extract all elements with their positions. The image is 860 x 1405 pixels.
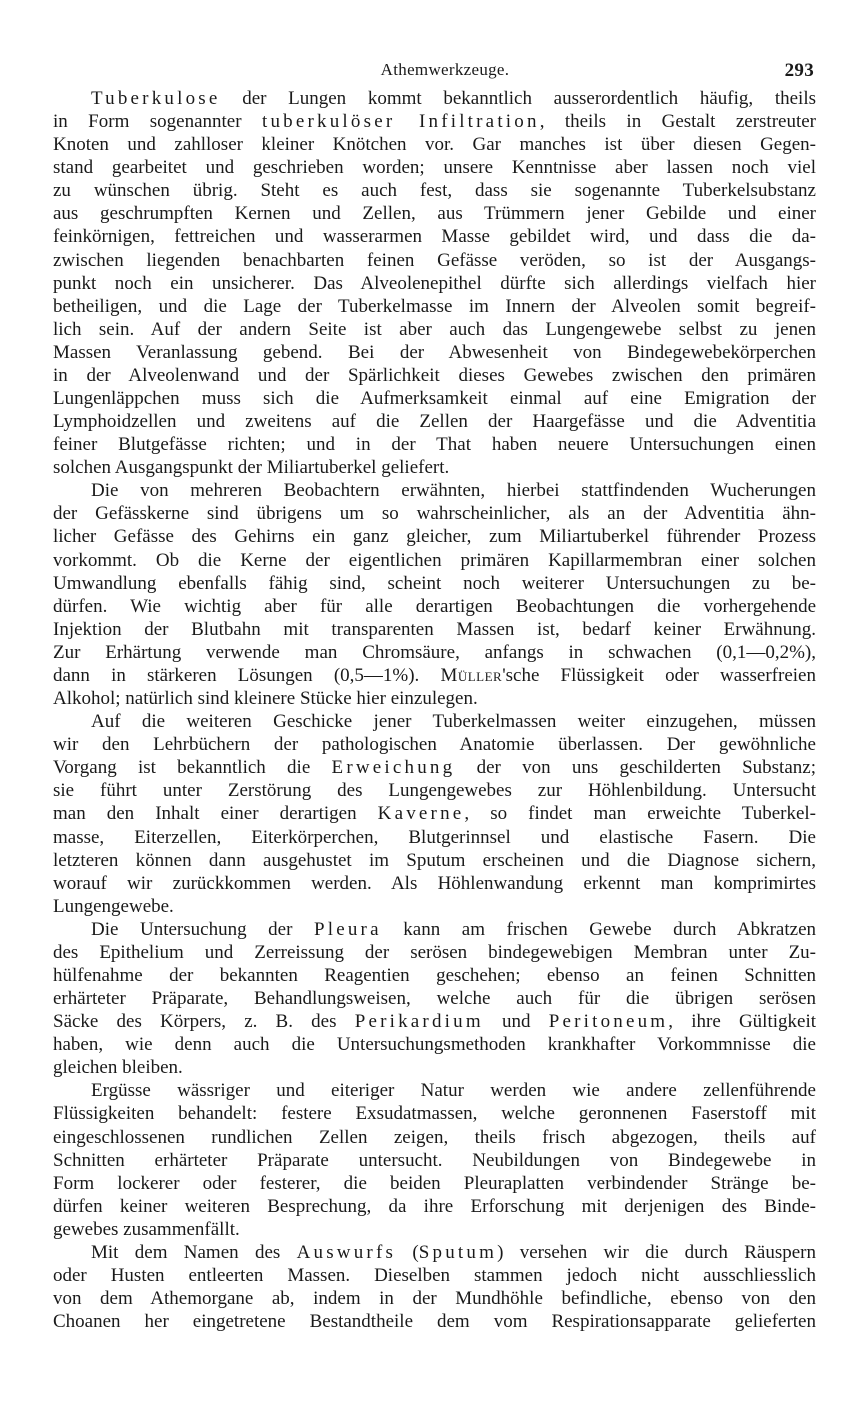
- text-line: [53, 802, 816, 825]
- text-run: dürfen keiner weiteren Besprechung, da ihre Erforschung mit derjenigen des Binde-: [53, 1195, 816, 1217]
- text-run: gewebes zusammenfällt.: [53, 1218, 240, 1240]
- text-run: feinkörnigen, fettreichen und wasserarmen Masse gebildet wird, und dass die da-: [53, 226, 816, 248]
- body-text: [53, 87, 816, 1333]
- text-run: stand gearbeitet und geschrieben worden; unsere Kenntnisse aber lassen noch viel: [53, 157, 816, 179]
- text-run: Lungenläppchen muss sich die Aufmerksamkeit einmal auf eine Emigration der: [53, 388, 816, 410]
- emphasized-term: Kaverne: [377, 803, 465, 825]
- text-run: (: [396, 1241, 419, 1263]
- emphasized-term: Peritoneum: [548, 1011, 669, 1033]
- text-line: [53, 1033, 816, 1056]
- text-line: [53, 1195, 816, 1218]
- text-line: [53, 433, 816, 456]
- text-line: [53, 156, 816, 179]
- text-run: masse, Eiterzellen, Eiterkörperchen, Blutgerinnsel und elastische Fasern. Die: [53, 826, 816, 848]
- author-name: Müller: [440, 664, 503, 686]
- text-line: [53, 779, 816, 802]
- text-line: [53, 202, 816, 225]
- text-line: [53, 179, 816, 202]
- text-run: Injektion der Blutbahn mit transparenten Massen ist, bedarf keiner Erwähnung.: [53, 618, 816, 640]
- text-line: [53, 641, 816, 664]
- text-line: [53, 872, 816, 895]
- text-line: [53, 895, 816, 918]
- text-run: und: [483, 1011, 549, 1033]
- emphasized-term: Sputum: [418, 1241, 498, 1263]
- text-line: [53, 1102, 816, 1125]
- text-run: zu wünschen übrig. Steht es auch fest, dass sie sogenannte Tuberkelsubstanz: [53, 180, 816, 202]
- text-run: haben, wie denn auch die Untersuchungsmethoden krankhafter Vorkommnisse die: [53, 1034, 816, 1056]
- text-line: [53, 1126, 816, 1149]
- text-line: [53, 225, 816, 248]
- text-run: der von uns geschilderten Substanz;: [455, 757, 816, 779]
- text-line: [53, 1056, 816, 1079]
- text-run: ) versehen wir die durch Räuspern: [497, 1241, 817, 1263]
- text-run: letzteren können dann ausgehustet im Sputum erscheinen und die Diagnose sichern,: [53, 849, 816, 871]
- text-run: Die Untersuchung der: [91, 918, 314, 940]
- emphasized-term: Erweichung: [331, 757, 456, 779]
- text-run: gleichen bleiben.: [53, 1057, 183, 1079]
- text-run: , ihre Gültigkeit: [668, 1011, 816, 1033]
- emphasized-term: Tuberkulose: [91, 88, 221, 109]
- text-run: , so findet man erweichte Tuberkel-: [464, 803, 817, 825]
- text-line: [53, 525, 816, 548]
- emphasized-term: Pleura: [313, 918, 382, 940]
- text-run: licher Gefässe des Gehirns ein ganz gleicher, zum Miliartuberkel führender Prozess: [53, 526, 816, 548]
- text-line: [53, 364, 816, 387]
- text-run: dann in stärkeren Lösungen (0,5—1%).: [53, 664, 441, 686]
- text-run: worauf wir zurückkommen werden. Als Höhlenwandung erkennt man komprimirtes: [53, 872, 816, 894]
- page-number: 293: [784, 60, 814, 81]
- text-line: [53, 318, 816, 341]
- text-line: [53, 387, 816, 410]
- text-line: [53, 618, 816, 641]
- text-run: man den Inhalt einer derartigen: [53, 803, 378, 825]
- text-run: , theils in Gestalt zerstreuter: [539, 111, 816, 133]
- text-run: in Form sogenannter: [53, 111, 262, 133]
- text-run: Mit dem Namen des: [91, 1241, 297, 1263]
- text-run: 'sche Flüssigkeit oder wasserfreien: [502, 664, 816, 686]
- text-run: Die von mehreren Beobachtern erwähnten, hierbei stattfindenden Wucherungen: [91, 480, 816, 502]
- text-line: [53, 1241, 816, 1264]
- text-line: [53, 1149, 816, 1172]
- text-line: [53, 502, 816, 525]
- text-run: Zur Erhärtung verwende man Chromsäure, anfangs in schwachen (0,1—0,2%),: [53, 641, 816, 663]
- running-head: Athemwerkzeuge.: [380, 60, 510, 79]
- text-run: Lymphoidzellen und zweitens auf die Zellen der Haargefässe und die Adventitia: [53, 411, 816, 433]
- text-run: betheiligen, und die Lage der Tuberkelmasse im Innern der Alveolen somit begreif-: [53, 295, 816, 317]
- text-run: Vorgang ist bekanntlich die: [53, 757, 332, 779]
- emphasized-term: Auswurfs: [296, 1241, 397, 1263]
- text-run: vorkommt. Ob die Kerne der eigentlichen primären Kapillarmembran einer solchen: [53, 549, 816, 571]
- text-run: von dem Athemorgane ab, indem in der Mundhöhle befindliche, ebenso von den: [53, 1288, 816, 1310]
- text-run: Ergüsse wässriger und eiteriger Natur werden wie andere zellenführende: [91, 1080, 816, 1102]
- text-line: [53, 849, 816, 872]
- text-line: [53, 964, 816, 987]
- text-line: [53, 572, 816, 595]
- text-line: [53, 987, 816, 1010]
- text-line: [53, 826, 816, 849]
- text-line: [53, 595, 816, 618]
- text-line: [53, 456, 816, 479]
- text-line: [53, 756, 816, 779]
- text-line: [53, 918, 816, 941]
- text-run: erhärteter Präparate, Behandlungsweisen, welche auch für die übrigen serösen: [53, 988, 816, 1010]
- text-run: punkt noch ein unsicherer. Das Alveolenepithel dürfte sich allerdings vielfach hier: [53, 272, 816, 294]
- text-line: [53, 479, 816, 502]
- text-run: der Gefässkerne sind übrigens um so wahrscheinlicher, als an der Adventitia ähn-: [53, 503, 816, 525]
- text-run: solchen Ausgangspunkt der Miliartuberkel geliefert.: [53, 457, 450, 479]
- text-run: Alkohol; natürlich sind kleinere Stücke hier einzulegen.: [53, 688, 478, 710]
- text-line: [53, 110, 816, 133]
- text-run: Massen Veranlassung gebend. Bei der Abwesenheit von Bindegewebekörperchen: [53, 341, 816, 363]
- text-line: [53, 1310, 816, 1333]
- emphasized-term: Perikardium: [354, 1011, 484, 1033]
- text-run: Säcke des Körpers, z. B. des: [53, 1011, 355, 1033]
- text-run: Lungengewebe.: [53, 895, 174, 917]
- text-line: [53, 687, 816, 710]
- text-run: in der Alveolenwand und der Spärlichkeit dieses Gewebes zwischen den primären: [53, 364, 816, 386]
- text-run: hülfenahme der bekannten Reagentien geschehen; ebenso an feinen Schnitten: [53, 964, 816, 986]
- text-line: [53, 1287, 816, 1310]
- text-run: Form lockerer oder festerer, die beiden Pleuraplatten verbindender Stränge be-: [53, 1172, 816, 1194]
- text-line: [53, 941, 816, 964]
- text-line: [53, 1079, 816, 1102]
- text-line: [53, 733, 816, 756]
- text-run: aus geschrumpften Kernen und Zellen, aus Trümmern jener Gebilde und einer: [53, 203, 816, 225]
- text-run: Choanen her eingetretene Bestandtheile dem vom Respirationsapparate gelieferten: [53, 1311, 816, 1333]
- text-line: [53, 710, 816, 733]
- text-run: Flüssigkeiten behandelt: festere Exsudatmassen, welche geronnenen Faserstoff mit: [53, 1103, 816, 1125]
- text-run: kann am frischen Gewebe durch Abkratzen: [381, 918, 817, 940]
- emphasized-term: tuberkulöser Infiltration: [261, 111, 540, 133]
- text-line: [53, 410, 816, 433]
- text-run: Auf die weiteren Geschicke jener Tuberkelmassen weiter einzugehen, müssen: [91, 711, 816, 733]
- text-line: [53, 1264, 816, 1287]
- text-run: der Lungen kommt bekanntlich ausserordentlich häufig, theils: [220, 88, 816, 109]
- text-run: lich sein. Auf der andern Seite ist aber auch das Lungengewebe selbst zu jenen: [53, 318, 816, 340]
- text-line: [53, 272, 816, 295]
- text-run: Knoten und zahlloser kleiner Knötchen vor. Gar manches ist über diesen Gegen-: [53, 134, 816, 156]
- text-line: [53, 1172, 816, 1195]
- text-run: eingeschlossenen rundlichen Zellen zeigen, theils frisch abgezogen, theils auf: [53, 1126, 816, 1148]
- text-run: sie führt unter Zerstörung des Lungengewebes zur Höhlenbildung. Untersucht: [53, 780, 816, 802]
- text-run: feiner Blutgefässe richten; und in der That haben neuere Untersuchungen einen: [53, 434, 816, 456]
- text-run: Umwandlung ebenfalls fähig sind, scheint noch weiterer Untersuchungen zu be-: [53, 572, 816, 594]
- text-line: [53, 1218, 816, 1241]
- text-line: [53, 133, 816, 156]
- text-run: Schnitten erhärteter Präparate untersucht. Neubildungen von Bindegewebe in: [53, 1149, 816, 1171]
- text-run: dürfen. Wie wichtig aber für alle derartigen Beobachtungen die vorhergehende: [53, 595, 816, 617]
- text-run: des Epithelium und Zerreissung der serösen bindegewebigen Membran unter Zu-: [53, 941, 816, 963]
- text-line: [53, 664, 816, 687]
- text-line: [53, 87, 816, 110]
- text-run: zwischen liegenden benachbarten feinen Gefässe veröden, so ist der Ausgangs-: [53, 249, 816, 271]
- text-line: [53, 341, 816, 364]
- text-line: [53, 295, 816, 318]
- text-line: [53, 249, 816, 272]
- text-line: [53, 549, 816, 572]
- text-run: oder Husten entleerten Massen. Dieselben stammen jedoch nicht ausschliesslich: [53, 1264, 816, 1286]
- text-run: wir den Lehrbüchern der pathologischen Anatomie überlassen. Der gewöhnliche: [53, 734, 816, 756]
- text-line: [53, 1010, 816, 1033]
